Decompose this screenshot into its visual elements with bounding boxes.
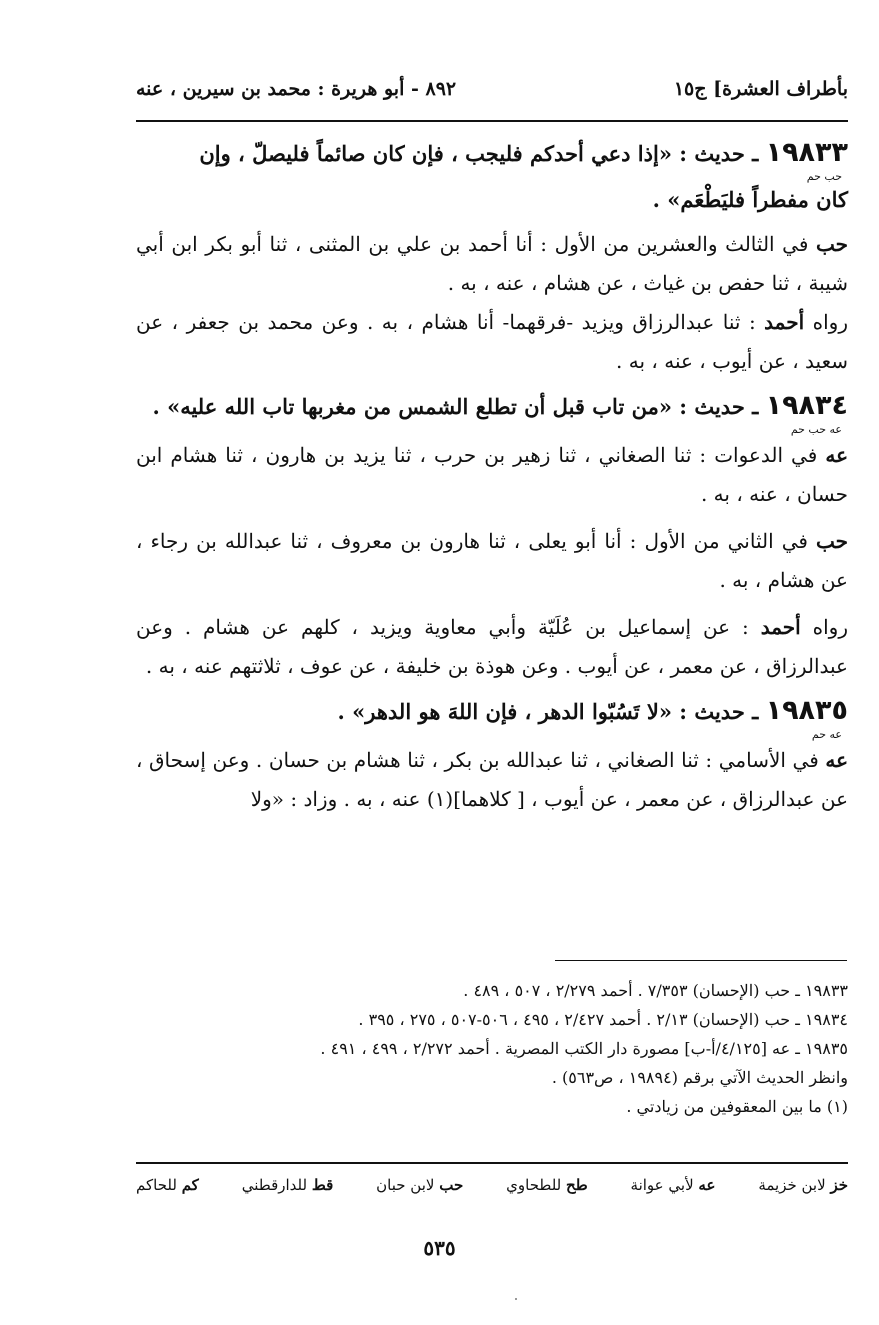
- paragraph-lead: رواه: [800, 615, 848, 639]
- main-text: [136, 136, 848, 819]
- footnote: ١٩٨٣٥ ـ عه [٤/١٢٥/أ-ب] مصورة دار الكتب المصرية . أحمد ٢/٢٧٢ ، ٤٩٩ ، ٤٩١ .: [320, 1039, 848, 1058]
- abbrev-code: حب: [439, 1176, 464, 1194]
- abbrev-code: عه: [698, 1176, 716, 1194]
- abbreviations-key: [136, 1176, 848, 1194]
- source-abbrev: حب: [815, 529, 848, 553]
- abbrev-item: [758, 1176, 848, 1194]
- hadith-heading: [136, 136, 848, 217]
- hadith-number: ١٩٨٣٣: [765, 137, 848, 168]
- abbrev-code: خز: [830, 1176, 848, 1194]
- footnote: ١٩٨٣٣ ـ حب (الإحسان) ٧/٣٥٣ . أحمد ٢/٢٧٩ ، ٥٠٧ ، ٤٨٩ .: [463, 981, 848, 1000]
- header-rule: [136, 120, 848, 122]
- paragraph: [136, 303, 848, 381]
- abbrev-name: للدارقطني: [241, 1176, 312, 1194]
- footnote: وانظر الحديث الآتي برقم (١٩٨٩٤ ، ص٥٦٣) .: [551, 1068, 848, 1087]
- paragraph: [136, 522, 848, 600]
- hadith-prefix: ـ حديث :: [671, 141, 766, 166]
- abbrev-item: [376, 1176, 463, 1194]
- paragraph-text: : ثنا عبدالرزاق ويزيد -فرقهما- أنا هشام ، به . وعن محمد بن جعفر ، عن سعيد ، عن أيوب ، عنه ، به .: [136, 310, 848, 373]
- hadith-sigla: عه حم: [811, 728, 842, 741]
- paragraph-text: في الثالث والعشرين من الأول : أنا أحمد بن علي بن المثنى ، ثنا أبو بكر ابن أبي شيبة ، ثنا حفص بن غياث ، عن هشام ، عنه ، به .: [136, 232, 848, 295]
- header-volume: بأطراف العشرة] ج١٥: [673, 78, 848, 100]
- paragraph-text: في الأسامي : ثنا الصغاني ، ثنا عبدالله بن بكر ، ثنا هشام بن حسان . وعن إسحاق ، عن عبدالرزاق ، عن معمر ، عن أيوب ، [ كلاهما](١) عنه ، به . وزاد : «ولا: [136, 748, 848, 811]
- abbrev-name: لابن خزيمة: [758, 1176, 831, 1194]
- hadith-sigla: عه حب حم: [790, 423, 842, 436]
- abbrev-item: [136, 1176, 199, 1194]
- abbrev-code: طح: [566, 1176, 588, 1194]
- abbrev-code: كم: [181, 1176, 199, 1194]
- abbrev-name: لأبي عوانة: [630, 1176, 699, 1194]
- running-header: [136, 72, 848, 106]
- page-number: ٥٣٥: [423, 1236, 456, 1260]
- paragraph-text: في الدعوات : ثنا الصغاني ، ثنا زهير بن حرب ، ثنا يزيد بن هارون ، ثنا هشام ابن حسان ، عنه ، به .: [136, 443, 848, 506]
- hadith-text: «إذا دعي أحدكم فليجب ، فإن كان صائماً فليصلّ ، وإن: [199, 141, 672, 166]
- footnotes: [136, 976, 848, 1121]
- source-abbrev: عه: [825, 443, 848, 467]
- hadith-text: «من تاب قبل أن تطلع الشمس من مغربها تاب الله عليه» .: [152, 394, 672, 419]
- hadith-text: «لا تَسُبّوا الدهر ، فإن اللهَ هو الدهر» .: [337, 699, 672, 724]
- paragraph: [136, 608, 848, 686]
- hadith-prefix: ـ حديث :: [671, 699, 766, 724]
- paragraph: [136, 436, 848, 514]
- hadith-heading: [136, 389, 848, 436]
- source-abbrev: حب: [815, 232, 848, 256]
- hadith-text-cont: كان مفطراً فليَطْعَم» .: [652, 187, 848, 212]
- source-abbrev: أحمد: [764, 310, 805, 334]
- scan-speck: [515, 1298, 517, 1300]
- hadith-number: ١٩٨٣٤: [765, 390, 848, 421]
- hadith-number: ١٩٨٣٥: [765, 695, 848, 726]
- abbrev-item: [631, 1176, 716, 1194]
- footnote-rule: [555, 960, 847, 961]
- abbrev-item: [242, 1176, 334, 1194]
- source-abbrev: عه: [825, 748, 848, 772]
- paragraph-text: : عن إسماعيل بن عُلَيّة وأبي معاوية ويزيد ، كلهم عن هشام . وعن عبدالرزاق ، عن معمر ، عن أيوب . وعن هوذة بن خليفة ، عن عوف ، ثلاثتهم عنه ، به .: [136, 615, 848, 678]
- abbrev-name: للحاكم: [136, 1176, 182, 1194]
- abbrev-name: للطحاوي: [506, 1176, 567, 1194]
- paragraph-lead: رواه: [804, 310, 848, 334]
- footnote: ١٩٨٣٤ ـ حب (الإحسان) ٢/١٣ . أحمد ٢/٤٢٧ ، ٤٩٥ ، ٥٠٦-٥٠٧ ، ٢٧٥ ، ٣٩٥ .: [358, 1010, 848, 1029]
- paragraph-text: في الثاني من الأول : أنا أبو يعلى ، ثنا هارون بن معروف ، ثنا عبدالله بن رجاء ، عن هشام ، به .: [136, 529, 848, 592]
- abbrev-name: لابن حبان: [376, 1176, 440, 1194]
- abbrev-item: [506, 1176, 587, 1194]
- abbrev-code: قط: [311, 1176, 334, 1194]
- abbreviations-rule: [136, 1162, 848, 1164]
- hadith-prefix: ـ حديث :: [671, 394, 766, 419]
- hadith-sigla: حب حم: [806, 170, 842, 183]
- hadith-heading: [136, 694, 848, 741]
- paragraph: [136, 225, 848, 303]
- source-abbrev: أحمد: [760, 615, 801, 639]
- paragraph: [136, 741, 848, 819]
- footnote: (١) ما بين المعقوفين من زيادتي .: [626, 1097, 848, 1116]
- header-chapter: ٨٩٢ - أبو هريرة : محمد بن سيرين ، عنه: [136, 78, 457, 100]
